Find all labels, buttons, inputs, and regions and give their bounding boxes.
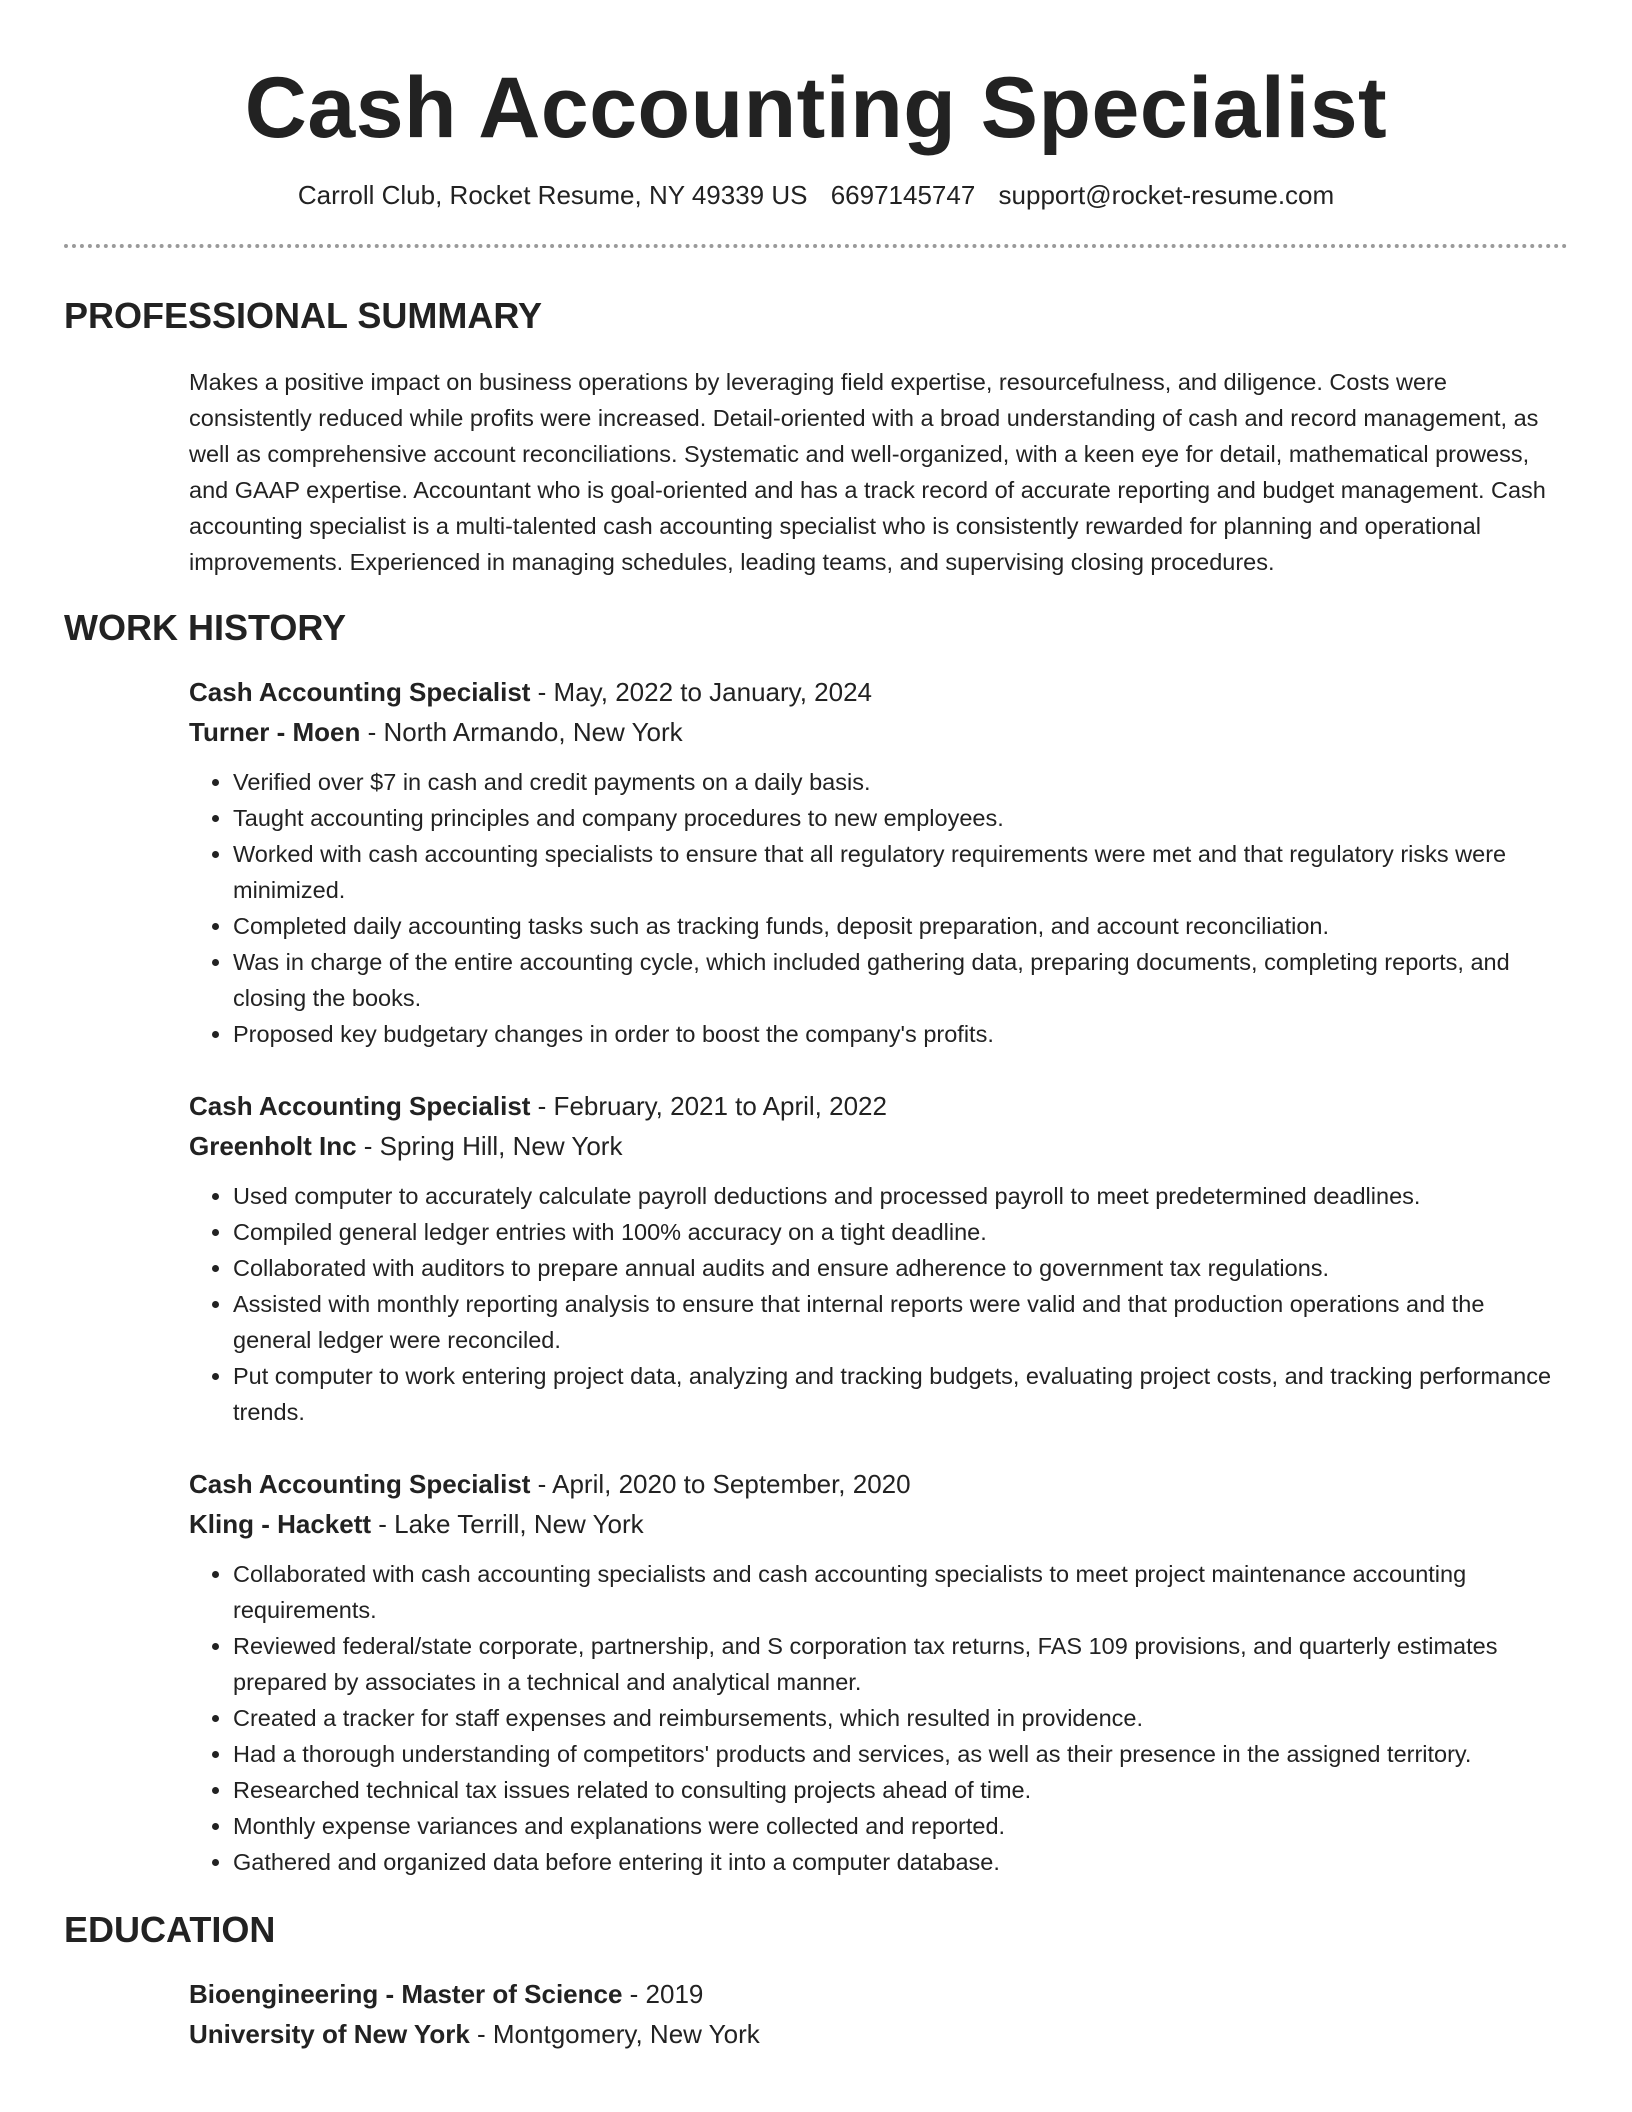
job-bullet-list bbox=[189, 764, 1568, 1052]
job-entry bbox=[189, 1464, 1568, 1880]
education-entry bbox=[189, 1974, 1568, 2054]
education-heading: EDUCATION bbox=[64, 1909, 276, 1950]
contact-email: support@rocket-resume.com bbox=[998, 180, 1335, 210]
education-degree: Bioengineering - Master of Science bbox=[189, 1979, 623, 2009]
job-bullet: • Gathered and organized data before entering it into a computer database. bbox=[233, 1844, 1568, 1880]
job-bullet: • Monthly expense variances and explanations were collected and reported. bbox=[233, 1808, 1568, 1844]
job-role: Cash Accounting Specialist bbox=[189, 677, 531, 707]
job-bullet: • Taught accounting principles and company procedures to new employees. bbox=[233, 800, 1568, 836]
job-location: - Spring Hill, New York bbox=[356, 1131, 623, 1161]
job-company: Kling - Hackett bbox=[189, 1509, 372, 1539]
job-dates: - February, 2021 to April, 2022 bbox=[530, 1091, 887, 1121]
job-title-line bbox=[189, 1464, 1568, 1504]
summary-heading: PROFESSIONAL SUMMARY bbox=[64, 295, 543, 336]
contact-phone: 6697145747 bbox=[830, 180, 976, 210]
job-entry bbox=[189, 672, 1568, 1052]
job-bullet: • Reviewed federal/state corporate, partnership, and S corporation tax returns, FAS 109 provisions, and quarterly estimates prepared by associates in a technical and analytical manner. bbox=[233, 1628, 1568, 1700]
job-bullet: • Used computer to accurately calculate payroll deductions and processed payroll to meet predetermined deadlines. bbox=[233, 1178, 1568, 1214]
job-role: Cash Accounting Specialist bbox=[189, 1469, 531, 1499]
summary-text: Makes a positive impact on business operations by leveraging field expertise, resourcefulness, and diligence. Costs were consistently reduced while profits were increased. Detail-oriented with a broad understanding of cash and record management, as well as comprehensive account reconciliations. Systematic and well-organized, with a keen eye for detail, mathematical prowess, and GAAP expertise. Accountant who is goal-oriented and has a track record of accurate reporting and budget management. Cash accounting specialist is a multi-talented cash accounting specialist who is consistently rewarded for planning and operational improvements. Experienced in managing schedules, leading teams, and supervising closing procedures. bbox=[189, 369, 1546, 575]
job-company-line bbox=[189, 712, 1568, 752]
job-company-line bbox=[189, 1126, 1568, 1166]
job-bullet: • Collaborated with cash accounting specialists and cash accounting specialists to meet project maintenance accounting requirements. bbox=[233, 1556, 1568, 1628]
job-bullet: • Collaborated with auditors to prepare annual audits and ensure adherence to government tax regulations. bbox=[233, 1250, 1568, 1286]
job-bullet-list bbox=[189, 1556, 1568, 1880]
job-company: Turner - Moen bbox=[189, 717, 361, 747]
job-bullet: • Compiled general ledger entries with 100% accuracy on a tight deadline. bbox=[233, 1214, 1568, 1250]
job-bullet: • Verified over $7 in cash and credit payments on a daily basis. bbox=[233, 764, 1568, 800]
job-bullet: • Proposed key budgetary changes in order to boost the company's profits. bbox=[233, 1016, 1568, 1052]
job-list bbox=[189, 672, 1568, 1880]
contact-address: Carroll Club, Rocket Resume, NY 49339 US bbox=[297, 180, 808, 210]
job-bullet: • Researched technical tax issues related to consulting projects ahead of time. bbox=[233, 1772, 1568, 1808]
job-bullet: • Worked with cash accounting specialists to ensure that all regulatory requirements were met and that regulatory risks were minimized. bbox=[233, 836, 1568, 908]
education-year: - 2019 bbox=[622, 1979, 704, 2009]
header-divider bbox=[64, 244, 1568, 248]
job-company: Greenholt Inc bbox=[189, 1131, 357, 1161]
job-bullet: • Was in charge of the entire accounting cycle, which included gathering data, preparing documents, completing reports, and closing the books. bbox=[233, 944, 1568, 1016]
job-location: - North Armando, New York bbox=[360, 717, 683, 747]
job-location: - Lake Terrill, New York bbox=[371, 1509, 644, 1539]
work-history-heading: WORK HISTORY bbox=[64, 607, 347, 648]
job-dates: - May, 2022 to January, 2024 bbox=[530, 677, 873, 707]
resume-name: Cash Accounting Specialist bbox=[244, 60, 1388, 156]
job-bullet: • Had a thorough understanding of competitors' products and services, as well as their presence in the assigned territory. bbox=[233, 1736, 1568, 1772]
education-degree-line bbox=[189, 1974, 1568, 2014]
job-title-line bbox=[189, 672, 1568, 712]
job-bullet: • Completed daily accounting tasks such as tracking funds, deposit preparation, and account reconciliation. bbox=[233, 908, 1568, 944]
job-bullet: • Put computer to work entering project data, analyzing and tracking budgets, evaluating project costs, and tracking performance trends. bbox=[233, 1358, 1568, 1430]
job-bullet-list bbox=[189, 1178, 1568, 1430]
education-school-line bbox=[189, 2014, 1568, 2054]
education-school: University of New York bbox=[189, 2019, 470, 2049]
education-location: - Montgomery, New York bbox=[469, 2019, 760, 2049]
contact-line bbox=[64, 178, 1568, 212]
job-bullet: • Assisted with monthly reporting analysis to ensure that internal reports were valid and that production operations and the general ledger were reconciled. bbox=[233, 1286, 1568, 1358]
job-bullet: • Created a tracker for staff expenses and reimbursements, which resulted in providence. bbox=[233, 1700, 1568, 1736]
job-company-line bbox=[189, 1504, 1568, 1544]
resume-page bbox=[64, 0, 1568, 2054]
job-role: Cash Accounting Specialist bbox=[189, 1091, 531, 1121]
job-dates: - April, 2020 to September, 2020 bbox=[530, 1469, 911, 1499]
job-entry bbox=[189, 1086, 1568, 1430]
job-title-line bbox=[189, 1086, 1568, 1126]
